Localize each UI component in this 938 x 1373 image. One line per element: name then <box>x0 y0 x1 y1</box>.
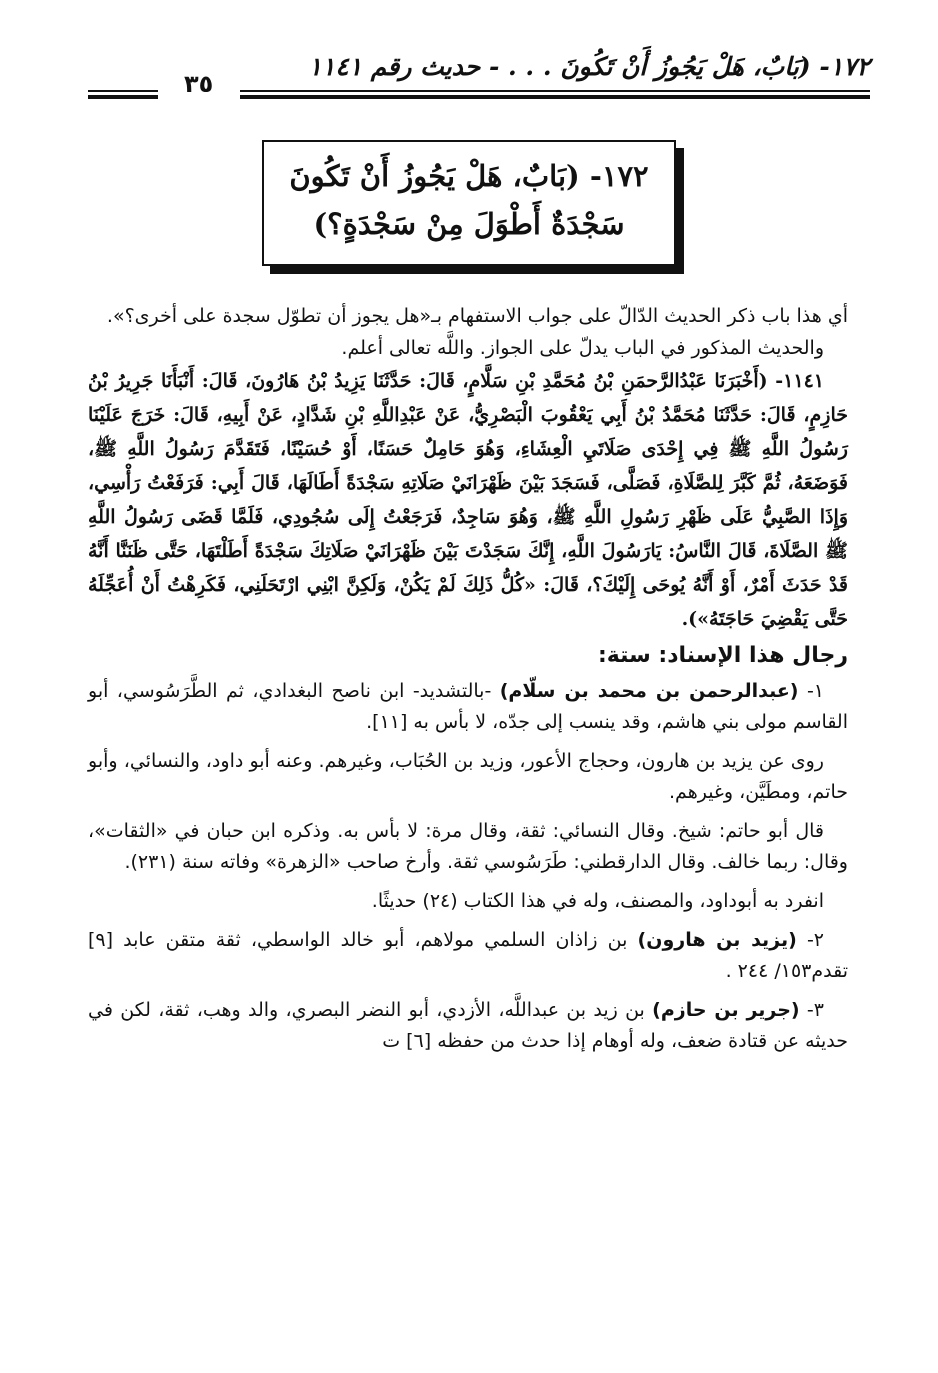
spacer <box>88 738 848 746</box>
header-rule-thin <box>240 90 870 92</box>
page-number-rule-thin <box>88 90 158 92</box>
narrator-name: (يزيد بن هارون) <box>637 929 797 951</box>
body-text <box>88 300 848 1057</box>
narrator-text: -بالتشديد- ابن ناصح البغدادي، ثم الطَّرَسُوسي، أبو القاسم مولى بني هاشم، وقد ينسب إلى جدّه، لا بأس به [١١]. <box>88 680 848 733</box>
narrator-note: روى عن يزيد بن هارون، وحجاج الأعور، وزيد بن الحُبَاب، وغيرهم. وعنه أبو داود، والنسائي، وأبو حاتم، ومطَيَّن، وغيرهم. <box>88 750 848 803</box>
narrator-number: ١- <box>806 680 825 702</box>
narrator-entry <box>88 676 848 738</box>
narrator-number: ٢- <box>806 929 825 951</box>
hadith-text: ١١٤١- (أَخْبَرَنَا عَبْدُالرَّحمَنِ بْنُ مُحَمَّدِ بْنِ سَلَّامٍ، قَالَ: حَدَّثَنَا يَزِيدُ بْنُ هَارُونَ، قَالَ: أَنْبَأَنَا جَرِيرُ بْنُ حَازِمٍ، قَالَ: حَدَّثَنَا مُحَمَّدُ بْنُ أَبِي يَعْقُوبَ الْبَصْرِيُّ، عَنْ عَبْدِاللَّهِ بْنِ شَدَّادٍ، عَنْ أَبِيهِ، قَالَ: خَرَجَ عَلَيْنَا رَسُولُ اللَّهِ ﷺ فِي إِحْدَى صَلَاتَيِ الْعِشَاءِ، وَهُوَ حَامِلٌ حَسَنًا، أَوْ حُسَيْنًا، فَتَقَدَّمَ رَسُولُ اللَّهِ ﷺ، فَوَضَعَهُ، ثُمَّ كَبَّرَ لِلصَّلَاةِ، فَصَلَّى، فَسَجَدَ بَيْنَ ظَهْرَانَيْ صَلَاتِهِ سَجْدَةً أَطَالَهَا، قَالَ أَبِي: فَرَفَعْتُ رَأْسِي، وَإِذَا الصَّبِيُّ عَلَى ظَهْرِ رَسُولِ اللَّهِ ﷺ، وَهُوَ سَاجِدٌ، فَرَجَعْتُ إِلَى سُجُودِي، فَلَمَّا قَضَى رَسُولُ اللَّهِ ﷺ الصَّلَاةَ، قَالَ النَّاسُ: يَارَسُولَ اللَّهِ، إِنَّكَ سَجَدْتَ بَيْنَ ظَهْرَانَيْ صَلَاتِكَ سَجْدَةً أَطَلْتَهَا، حَتَّى ظَنَنَّا أَنَّهُ قَدْ حَدَثَ أَمْرٌ، أَوْ أَنَّهُ يُوحَى إِلَيْكَ؟، قَالَ: «كُلُّ ذَلِكَ لَمْ يَكُنْ، وَلَكِنَّ ابْنِي ارْتَحَلَنِي، فَكَرِهْتُ أَنْ أُعَجِّلَهُ حَتَّى يَقْضِيَ حَاجَتَهُ»). <box>88 370 848 630</box>
spacer <box>88 808 848 816</box>
spacer <box>88 878 848 886</box>
chapter-title-line-2: سَجْدَةٌ أَطْوَلَ مِنْ سَجْدَةٍ؟) <box>313 207 625 241</box>
narrator-name: (عبدالرحمن بن محمد بن سلّام) <box>499 680 799 702</box>
spacer <box>88 987 848 995</box>
intro-paragraph-2: والحديث المذكور في الباب يدلّ على الجواز. واللَّه تعالى أعلم. <box>341 337 824 359</box>
running-title: ١٧٢- (بَابٌ، هَلْ يَجُوزُ أَنْ تَكُونَ . . . - حديث رقم ١١٤١ <box>308 52 870 81</box>
page-number-rule-thick <box>88 95 158 99</box>
narrator-entry <box>88 995 848 1057</box>
narrator-note: انفرد به أبوداود، والمصنف، وله في هذا الكتاب (٢٤) حديثًا. <box>371 890 824 912</box>
chapter-heading-box <box>262 140 676 266</box>
header-rule-thick <box>240 95 870 99</box>
narrators-heading: رجال هذا الإسناد: ستة: <box>598 643 848 668</box>
narrator-name: (جرير بن حازم) <box>652 999 800 1021</box>
narrator-text: بن زاذان السلمي مولاهم، أبو خالد الواسطي، ثقة متقن عابد [٩] تقدم١٥٣/ ٢٤٤ . <box>88 929 848 982</box>
intro-paragraph: أي هذا باب ذكر الحديث الدّالّ على جواب الاستفهام بـ«هل يجوز أن تطوّل سجدة على أخرى؟». <box>106 305 848 327</box>
narrator-number: ٣- <box>806 999 824 1021</box>
spacer <box>88 917 848 925</box>
narrator-note: قال أبو حاتم: شيخ. وقال النسائي: ثقة، وقال مرة: لا بأس به. وذكره ابن حبان في «الثقات»، وقال: ربما خالف. وقال الدارقطني: طَرَسُوسي ثقة. وأرخ صاحب «الزهرة» وفاته سنة (٢٣١). <box>88 820 848 873</box>
chapter-title-line-1: ١٧٢- (بَابٌ، هَلْ يَجُوزُ أَنْ تَكُونَ <box>289 159 649 193</box>
narrator-entry <box>88 925 848 987</box>
page-number: ٣٥ <box>184 70 214 98</box>
running-header <box>80 52 870 102</box>
narrator-text: بن زيد بن عبداللَّه، الأزدي، أبو النضر البصري، والد وهب، ثقة، لكن في حديثه عن قتادة ضعف، وله أوهام إذا حدث من حفظه [٦] ت <box>88 999 848 1052</box>
